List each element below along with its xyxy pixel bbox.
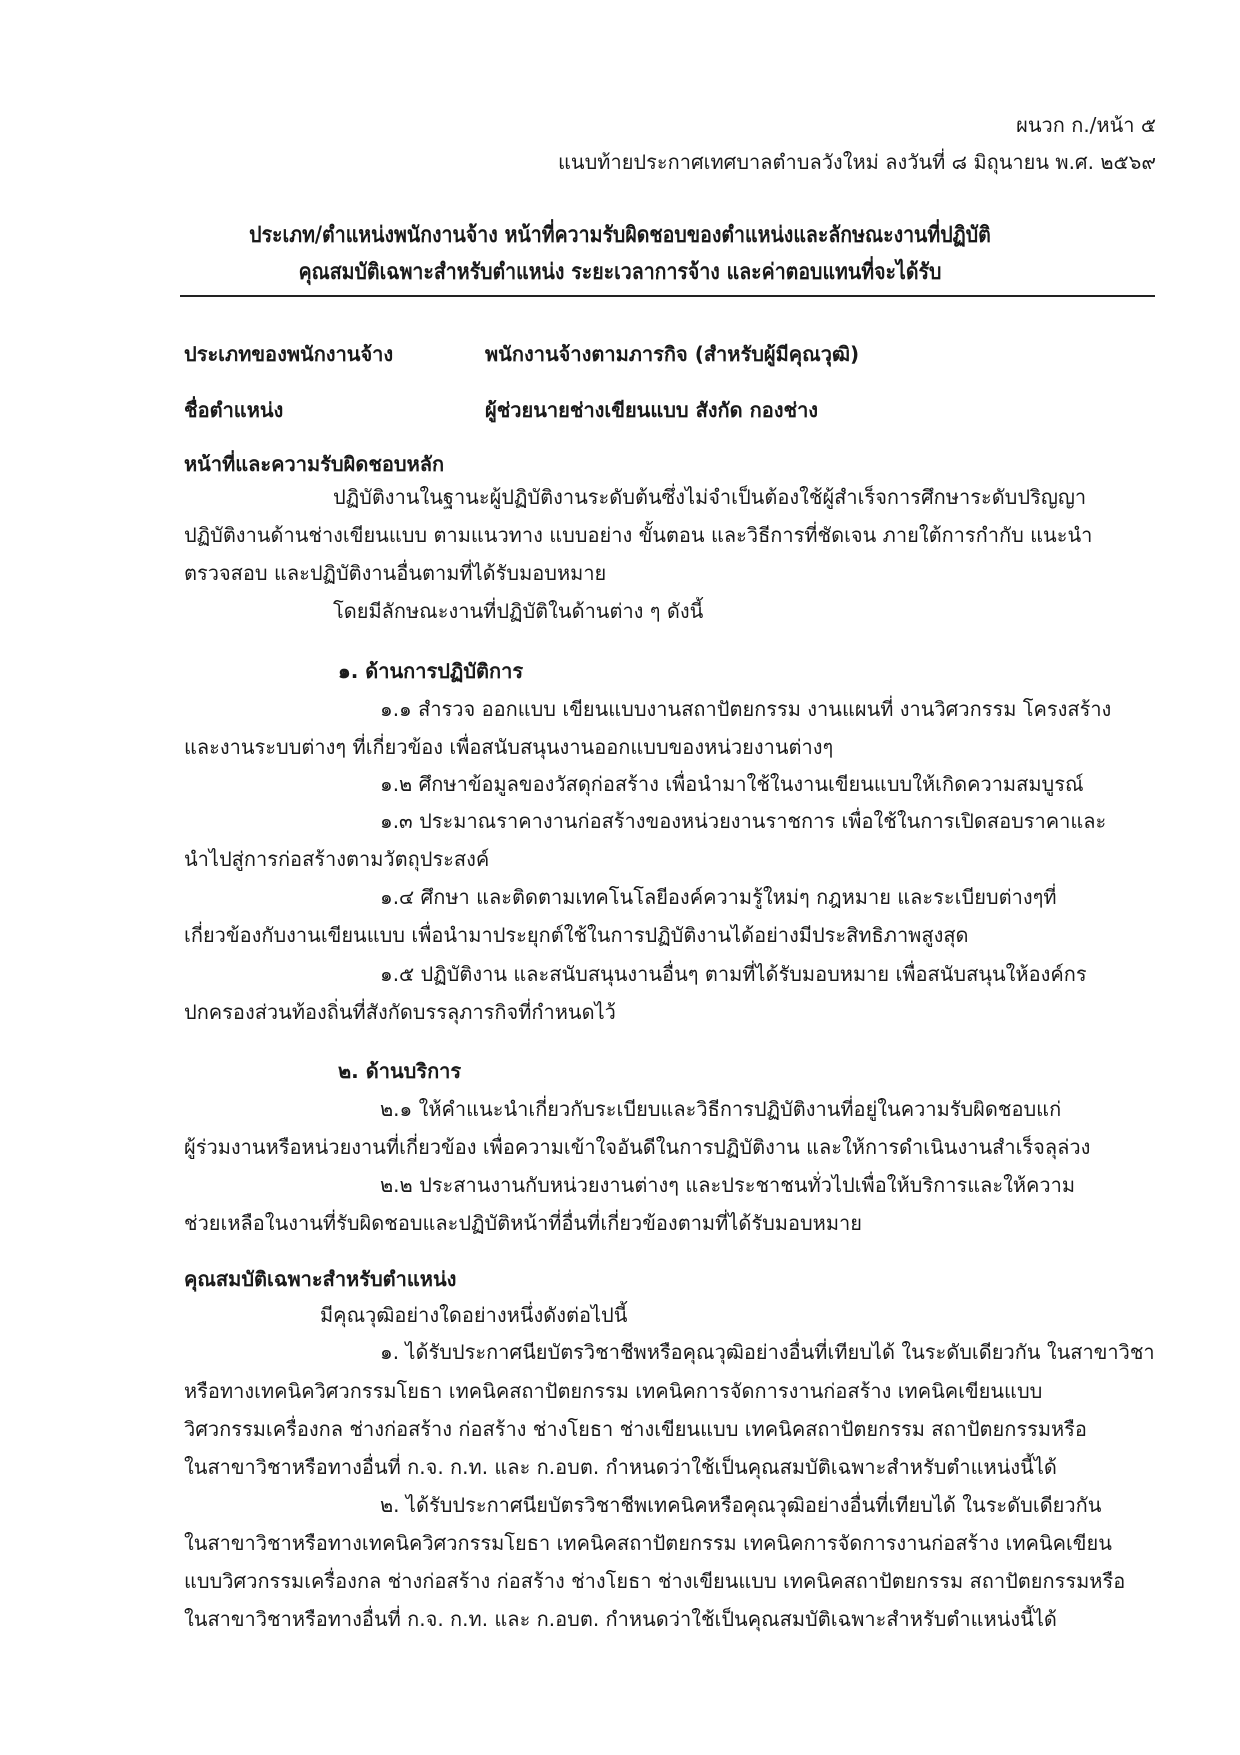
qualification-line: วิศวกรรมเครื่องกล ช่างก่อสร้าง ก่อสร้าง ช่างโยธา ช่างเขียนแบบ เทคนิคสถาปัตยกรรม สถาปัตยกรรมหรือ bbox=[184, 1417, 1087, 1441]
page-reference: ผนวก ก./หน้า ๕ bbox=[1016, 113, 1156, 137]
section-1-heading: ๑. ด้านการปฏิบัติการ bbox=[338, 659, 524, 683]
section-2-line: ๒.๑ ให้คำแนะนำเกี่ยวกับระเบียบและวิธีการปฏิบัติงานที่อยู่ในความรับผิดชอบแก่ bbox=[380, 1097, 1062, 1121]
section-1-line: ๑.๕ ปฏิบัติงาน และสนับสนุนงานอื่นๆ ตามที่ได้รับมอบหมาย เพื่อสนับสนุนให้องค์กร bbox=[380, 962, 1087, 986]
section-2-line: ช่วยเหลือในงานที่รับผิดชอบและปฏิบัติหน้าที่อื่นที่เกี่ยวข้องตามที่ได้รับมอบหมาย bbox=[184, 1211, 862, 1235]
qualification-line: ในสาขาวิชาหรือทางอื่นที่ ก.จ. ก.ท. และ ก.อบต. กำหนดว่าใช้เป็นคุณสมบัติเฉพาะสำหรับตำแหน่งนี้ได้ bbox=[184, 1455, 1057, 1479]
qualification-line: ในสาขาวิชาหรือทางอื่นที่ ก.จ. ก.ท. และ ก.อบต. กำหนดว่าใช้เป็นคุณสมบัติเฉพาะสำหรับตำแหน่งนี้ได้ bbox=[184, 1607, 1057, 1631]
document-title-line-1: ประเภท/ตำแหน่งพนักงานจ้าง หน้าที่ความรับผิดชอบของตำแหน่งและลักษณะงานที่ปฏิบัติ bbox=[249, 223, 991, 248]
section-1-line: ๑.๔ ศึกษา และติดตามเทคโนโลยีองค์ความรู้ใหม่ๆ กฎหมาย และระเบียบต่างๆที่ bbox=[380, 885, 1057, 909]
position-name-value: ผู้ช่วยนายช่างเขียนแบบ สังกัด กองช่าง bbox=[485, 398, 819, 422]
section-1-line: ๑.๓ ประมาณราคางานก่อสร้างของหน่วยงานราชการ เพื่อใช้ในการเปิดสอบราคาและ bbox=[380, 809, 1107, 833]
qualification-line: หรือทางเทคนิควิศวกรรมโยธา เทคนิคสถาปัตยกรรม เทคนิคการจัดการงานก่อสร้าง เทคนิคเขียนแบบ bbox=[184, 1379, 1043, 1403]
qualifications-heading: คุณสมบัติเฉพาะสำหรับตำแหน่ง bbox=[184, 1267, 457, 1291]
section-1-line: และงานระบบต่างๆ ที่เกี่ยวข้อง เพื่อสนับสนุนงานออกแบบของหน่วยงานต่างๆ bbox=[184, 735, 834, 759]
section-2-heading: ๒. ด้านบริการ bbox=[338, 1059, 462, 1083]
announcement-reference: แนบท้ายประกาศเทศบาลตำบลวังใหม่ ลงวันที่ ๘ มิถุนายน พ.ศ. ๒๕๖๙ bbox=[558, 150, 1156, 174]
section-2-line: ผู้ร่วมงานหรือหน่วยงานที่เกี่ยวข้อง เพื่อความเข้าใจอันดีในการปฏิบัติงาน และให้การดำเนินงานสำเร็จลุล่วง bbox=[184, 1135, 1091, 1159]
section-1-line: ๑.๒ ศึกษาข้อมูลของวัสดุก่อสร้าง เพื่อนำมาใช้ในงานเขียนแบบให้เกิดความสมบูรณ์ bbox=[380, 772, 1084, 796]
employee-type-label: ประเภทของพนักงานจ้าง bbox=[184, 342, 394, 366]
duties-intro-line: ตรวจสอบ และปฏิบัติงานอื่นตามที่ได้รับมอบหมาย bbox=[184, 561, 607, 585]
qualification-line: ๒. ได้รับประกาศนียบัตรวิชาชีพเทคนิคหรือคุณวุฒิอย่างอื่นที่เทียบได้ ในระดับเดียวกัน bbox=[380, 1493, 1102, 1517]
duties-intro-line: โดยมีลักษณะงานที่ปฏิบัติในด้านต่าง ๆ ดังนี้ bbox=[333, 599, 704, 623]
section-1-line: นำไปสู่การก่อสร้างตามวัตถุประสงค์ bbox=[184, 847, 490, 871]
qualifications-intro: มีคุณวุฒิอย่างใดอย่างหนึ่งดังต่อไปนี้ bbox=[320, 1303, 628, 1327]
qualification-line: แบบวิศวกรรมเครื่องกล ช่างก่อสร้าง ก่อสร้าง ช่างโยธา ช่างเขียนแบบ เทคนิคสถาปัตยกรรม สถาปัตยกรรมหรือ bbox=[184, 1569, 1126, 1593]
title-underline bbox=[180, 295, 1155, 297]
employee-type-value: พนักงานจ้างตามภารกิจ (สำหรับผู้มีคุณวุฒิ) bbox=[485, 342, 860, 366]
duties-intro-line: ปฏิบัติงานในฐานะผู้ปฏิบัติงานระดับต้นซึ่งไม่จำเป็นต้องใช้ผู้สำเร็จการศึกษาระดับปริญญา bbox=[333, 485, 1087, 509]
qualification-line: ๑. ได้รับประกาศนียบัตรวิชาชีพหรือคุณวุฒิอย่างอื่นที่เทียบได้ ในระดับเดียวกัน ในสาขาวิชา bbox=[380, 1340, 1155, 1364]
document-title-line-2: คุณสมบัติเฉพาะสำหรับตำแหน่ง ระยะเวลาการจ้าง และค่าตอบแทนที่จะได้รับ bbox=[298, 260, 942, 285]
duties-intro-line: ปฏิบัติงานด้านช่างเขียนแบบ ตามแนวทาง แบบอย่าง ขั้นตอน และวิธีการที่ชัดเจน ภายใต้การกำกับ แนะนำ bbox=[184, 523, 1093, 547]
qualification-line: ในสาขาวิชาหรือทางเทคนิควิศวกรรมโยธา เทคนิคสถาปัตยกรรม เทคนิคการจัดการงานก่อสร้าง เทคนิคเขียน bbox=[184, 1531, 1112, 1555]
position-name-label: ชื่อตำแหน่ง bbox=[184, 398, 284, 422]
duties-heading: หน้าที่และความรับผิดชอบหลัก bbox=[184, 452, 445, 476]
section-1-line: ๑.๑ สำรวจ ออกแบบ เขียนแบบงานสถาปัตยกรรม งานแผนที่ งานวิศวกรรม โครงสร้าง bbox=[380, 697, 1112, 721]
section-1-line: เกี่ยวข้องกับงานเขียนแบบ เพื่อนำมาประยุกต์ใช้ในการปฏิบัติงานได้อย่างมีประสิทธิภาพสูงสุด bbox=[184, 923, 969, 947]
section-1-line: ปกครองส่วนท้องถิ่นที่สังกัดบรรลุภารกิจที่กำหนดไว้ bbox=[184, 1000, 616, 1024]
section-2-line: ๒.๒ ประสานงานกับหน่วยงานต่างๆ และประชาชนทั่วไปเพื่อให้บริการและให้ความ bbox=[380, 1173, 1076, 1197]
